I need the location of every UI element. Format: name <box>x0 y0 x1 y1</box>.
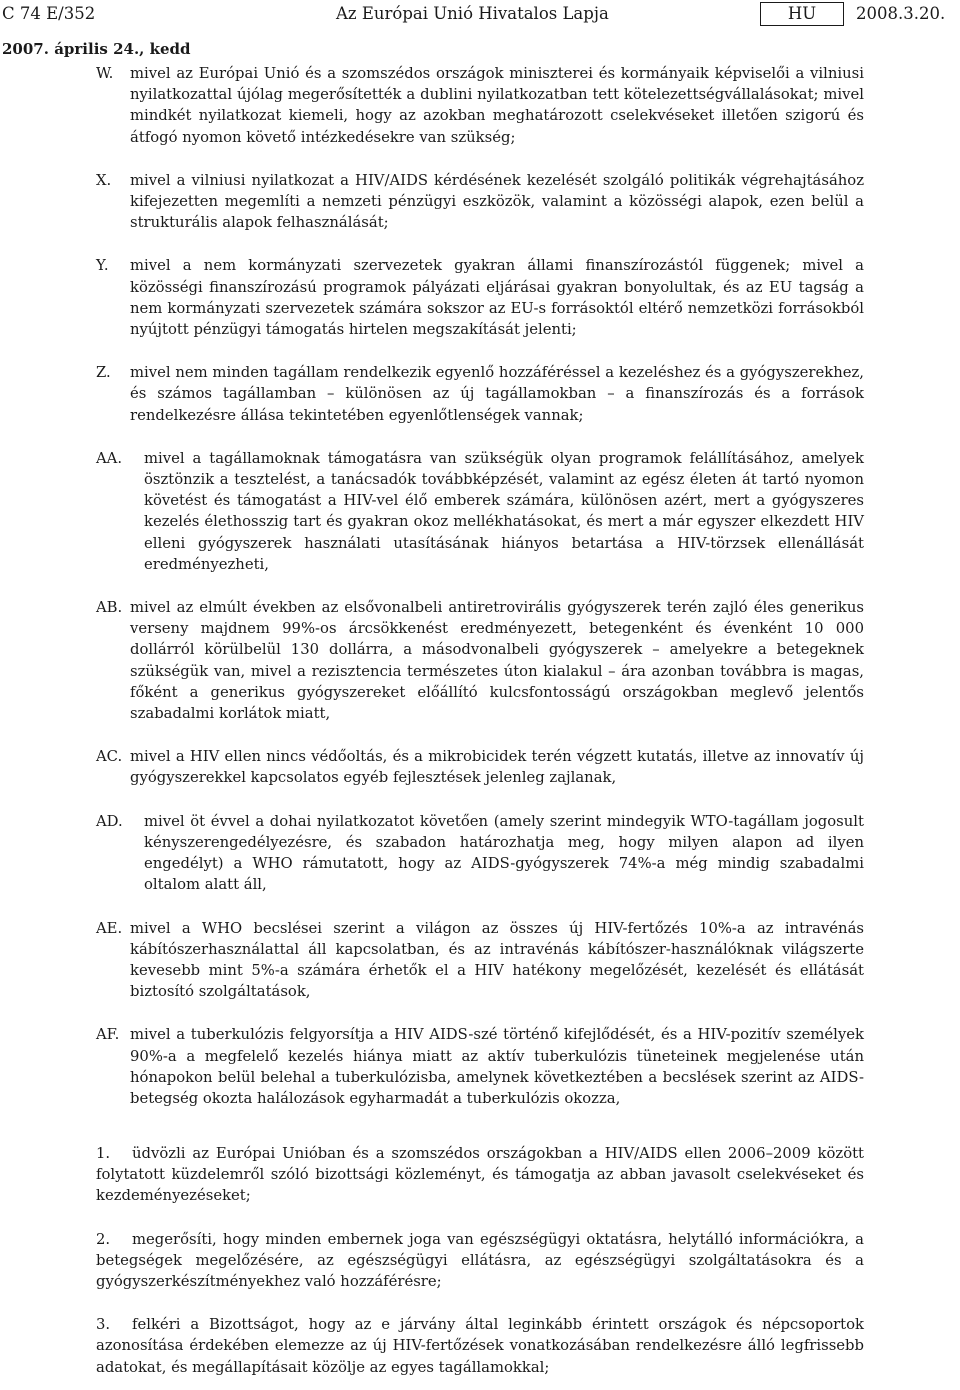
resolution-2 <box>96 1229 864 1293</box>
resolutions-section <box>96 1143 864 1378</box>
publication-date: 2008.3.20. <box>856 4 946 23</box>
recital-y <box>96 255 864 340</box>
recital-text: mivel a HIV ellen nincs védőoltás, és a mikrobicidek terén végzett kutatás, illetve az innovatív új gyógyszerekkel kapcsolatos egyéb fejlesztések jelenleg zajlanak, <box>130 748 864 787</box>
recital-label: AE. <box>96 919 123 937</box>
recital-aa <box>96 448 864 575</box>
recital-text: mivel az Európai Unió és a szomszédos országok miniszterei és kormányaik képviselői a vilniusi nyilatkozattal újólag megerősítették a dublini nyilatkozatban tett kötelezettségvállalásokat; mivel mindkét nyilatkozat kiemeli, hogy az azokban meghatározott cselekvéseket illetően szigorú és átfogó nyomon követő intézkedésekre van szükség; <box>130 65 864 146</box>
recital-af <box>96 1024 864 1109</box>
recital-ae <box>96 918 864 1003</box>
recital-label: AC. <box>96 748 123 766</box>
resolution-1 <box>96 1143 864 1207</box>
resolution-text: felkéri a Bizottságot, hogy az e járvány által leginkább érintett országok és népcsoportok azonosítása érdekében elemezze az új HIV-fertőzések vonatkozásában rendelkezésre álló legfrissebb adatokat, és megállapításait közölje az egyes tagállamokkal; <box>96 1316 864 1376</box>
recital-text: mivel az elmúlt években az elsővonalbeli antiretrovirális gyógyszerek terén zajló éles generikus verseny majdnem 99%-os árcsökkenést eredményezett, betegenként és évenként 10 000 dollárról körülbelül 130 dollárra, a másodvonalbeli gyógyszerek – amelyekre a betegeknek szükségük van, mivel a rezisztencia természetes úton kialakul – ára azonban továbbra is magas, főként a generikus gyógyszereket előállító kulcsfontosságú országokban meglevő jelentős szabadalmi korlátok miatt, <box>130 599 864 723</box>
journal-reference: C 74 E/352 <box>2 4 96 23</box>
resolution-3 <box>96 1314 864 1378</box>
resolution-text: üdvözli az Európai Unióban és a szomszédos országokban a HIV/AIDS ellen 2006–2009 között folytatott küzdelemről szóló bizottsági közleményt, és támogatja az abban javasolt cselekvéseket és kezdeményezéseket; <box>96 1145 864 1205</box>
sitting-date: 2007. április 24., kedd <box>2 40 191 58</box>
recital-ac <box>96 746 864 788</box>
recital-ab <box>96 597 864 724</box>
recital-z <box>96 362 864 426</box>
recital-text: mivel öt évvel a dohai nyilatkozatot követően (amely szerint mindegyik WTO-tagállam jogosult kényszerengedélyezésre, és szabadon határozhatja meg, hogy milyen alapon ad ilyen engedélyt) a WHO rámutatott, hogy az AIDS-gyógyszerek 74%-a még mindig szabadalmi oltalom alatt áll, <box>144 812 864 894</box>
recital-ad <box>96 811 864 896</box>
resolution-number: 3. <box>96 1316 111 1334</box>
recital-text: mivel a tuberkulózis felgyorsítja a HIV AIDS-szé történő kifejlődését, és a HIV-pozitív személyek 90%-a a megfelelő kezelés hiánya miatt az aktív tuberkulózis tüneteinek megjelenése után hónapokon belül belehal a tuberkulózisba, amelynek következtében a becslések szerint az AIDS-betegség okozta halálozások egyharmadát a tuberkulózis okozza, <box>130 1026 864 1107</box>
recital-text: mivel nem minden tagállam rendelkezik egyenlő hozzáféréssel a kezeléshez és a gyógyszerekhez, és számos tagállamban – különösen az új tagállamokban – a finanszírozás és a források rendelkezésre állása tekintetében egyenlőtlenségek vannak; <box>130 364 864 424</box>
resolution-text: megerősíti, hogy minden embernek joga van egészségügyi oktatásra, helytálló információkra, a betegségek megelőzésére, az egészségügyi ellátásra, az egészségügyi szolgáltatásokra és a gyógyszerkészítményekhez való hozzáférésre; <box>96 1230 864 1291</box>
recital-text: mivel a vilniusi nyilatkozat a HIV/AIDS kérdésének kezelését szolgáló politikák végrehajtásához kifejezetten megemlíti a nemzeti pénzügyi eszközök, valamint a közösségi alapok, ezen belül a strukturális alapok felhasználását; <box>130 171 864 232</box>
recital-label: X. <box>96 171 112 189</box>
recital-label: AD. <box>96 812 123 830</box>
recital-label: Y. <box>96 257 109 275</box>
recital-w <box>96 63 864 148</box>
recital-text: mivel a WHO becslései szerint a világon az összes új HIV-fertőzés 10%-a az intravénás kábítószerhasználattal áll kapcsolatban, és az intravénás kábítószer-használóknak világszerte kevesebb mint 5%-a számára érhetők el a HIV hatékony megelőzését, kezelését és ellátását biztosító szolgáltatások, <box>130 919 864 1001</box>
recital-label: Z. <box>96 364 111 382</box>
recital-label: AA. <box>96 449 123 467</box>
recitals-section <box>96 63 864 1109</box>
recital-text: mivel a tagállamoknak támogatásra van szükségük olyan programok felállításához, amelyek ösztönzik a tesztelést, a tanácsadók továbbképzését, valamint az egész életen át tartó nyomon követést és támogatást a HIV-vel élő emberek számára, különösen azért, mert a gyógyszeres kezelés élethosszig tart és gyakran okoz mellékhatásokat, és mert a már egyszer elkezdett HIV elleni gyógyszerek használati utasításának hiányos betartása a HIV-törzsek ellenállását eredményezheti, <box>144 449 864 573</box>
recital-label: W. <box>96 65 114 82</box>
journal-title: Az Európai Unió Hivatalos Lapja <box>336 4 609 23</box>
recital-text: mivel a nem kormányzati szervezetek gyakran állami finanszírozástól függenek; mivel a közösségi finanszírozású programok pályázati eljárásai gyakran bonyolultak, és az EU tagság a nem kormányzati szervezetek számára sokszor az EU-s forrásoktól eltérő nemzetközi forrásokból nyújtott pénzügyi támogatás hirtelen megszakítását jelenti; <box>130 257 864 339</box>
language-code-box: HU <box>760 2 844 26</box>
recital-label: AF. <box>96 1026 120 1044</box>
page-header <box>0 2 960 28</box>
recital-label: AB. <box>96 599 123 617</box>
recital-x <box>96 170 864 234</box>
resolution-number: 2. <box>96 1230 111 1248</box>
resolution-number: 1. <box>96 1145 111 1162</box>
